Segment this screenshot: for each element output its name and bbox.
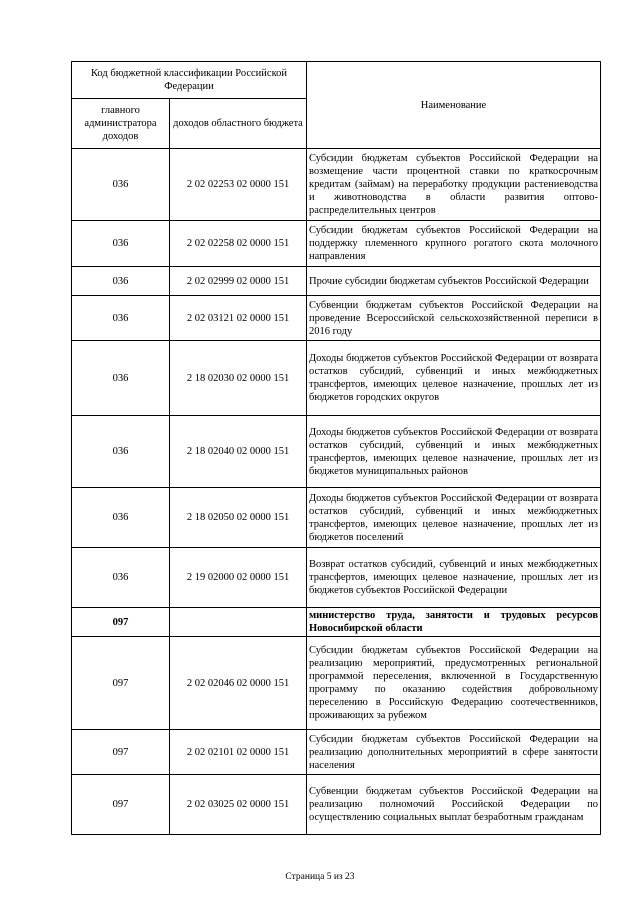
admin-code-cell: 036 [72,221,170,267]
table-row [72,267,601,296]
admin-code-cell: 036 [72,488,170,548]
admin-code-cell: 097 [72,608,170,637]
income-code-cell: 2 02 02253 02 0000 151 [170,149,307,221]
admin-code-cell: 036 [72,416,170,488]
table-row [72,637,601,730]
income-code-cell: 2 02 03121 02 0000 151 [170,296,307,341]
income-name-cell: Субсидии бюджетам субъектов Российской Федерации на реализацию дополнительных мероприятий в сфере занятости населения [307,730,601,775]
table-row [72,548,601,608]
table-row [72,149,601,221]
income-code-cell: 2 19 02000 02 0000 151 [170,548,307,608]
admin-code-cell: 097 [72,637,170,730]
income-name-cell: Субсидии бюджетам субъектов Российской Федерации на реализацию мероприятий, предусмотренных региональной программой переселения, включенной в Государственную программу по оказанию содействия добровольному переселению в Российскую Федерацию соотечественников, проживающих за рубежом [307,637,601,730]
table-body [72,149,601,835]
income-code-cell: 2 18 02050 02 0000 151 [170,488,307,548]
income-name-cell: Доходы бюджетов субъектов Российской Федерации от возврата остатков субсидий, субвенций и иных межбюджетных трансфертов, имеющих целевое назначение, прошлых лет из бюджетов поселений [307,488,601,548]
header-name: Наименование [307,62,601,149]
admin-code-cell: 036 [72,149,170,221]
income-name-cell: Субсидии бюджетам субъектов Российской Федерации на поддержку племенного крупного рогатого скота молочного направления [307,221,601,267]
income-code-cell: 2 18 02030 02 0000 151 [170,341,307,416]
header-regional-budget-income: доходов областного бюджета [170,99,307,149]
table-row [72,416,601,488]
income-name-cell: Доходы бюджетов субъектов Российской Федерации от возврата остатков субсидий, субвенций и иных межбюджетных трансфертов, имеющих целевое назначение, прошлых лет из бюджетов муниципальных районов [307,416,601,488]
admin-code-cell: 036 [72,341,170,416]
page-number: Страница 5 из 23 [285,872,355,882]
income-name-cell: Субвенции бюджетам субъектов Российской Федерации на проведение Всероссийской сельскохозяйственной переписи в 2016 году [307,296,601,341]
income-name-cell: Субсидии бюджетам субъектов Российской Федерации на возмещение части процентной ставки по краткосрочным кредитам (займам) на переработку продукции растениеводства и животноводства в области развития оптово-распределительных центров [307,149,601,221]
income-code-cell: 2 02 03025 02 0000 151 [170,775,307,835]
table-row [72,221,601,267]
table-row [72,775,601,835]
table-row [72,488,601,548]
budget-classification-table [71,61,601,835]
income-name-cell: министерство труда, занятости и трудовых ресурсов Новосибирской области [307,608,601,637]
income-code-cell: 2 02 02999 02 0000 151 [170,267,307,296]
income-code-cell: 2 02 02046 02 0000 151 [170,637,307,730]
admin-code-cell: 036 [72,296,170,341]
income-name-cell: Субвенции бюджетам субъектов Российской Федерации на реализацию полномочий Российской Федерации по осуществлению социальных выплат безработным гражданам [307,775,601,835]
income-code-cell: 2 02 02258 02 0000 151 [170,221,307,267]
table-row [72,341,601,416]
income-code-cell: 2 02 02101 02 0000 151 [170,730,307,775]
admin-code-cell: 097 [72,775,170,835]
income-name-cell: Возврат остатков субсидий, субвенций и иных межбюджетных трансфертов, имеющих целевое назначение, прошлых лет из бюджетов субъектов Российской Федерации [307,548,601,608]
admin-code-cell: 036 [72,548,170,608]
table-row [72,730,601,775]
admin-code-cell: 097 [72,730,170,775]
income-code-cell [170,608,307,637]
admin-code-cell: 036 [72,267,170,296]
header-classification-code: Код бюджетной классификации Российской Федерации [72,62,307,99]
header-main-administrator: главного администратора доходов [72,99,170,149]
income-name-cell: Прочие субсидии бюджетам субъектов Российской Федерации [307,267,601,296]
income-code-cell: 2 18 02040 02 0000 151 [170,416,307,488]
income-name-cell: Доходы бюджетов субъектов Российской Федерации от возврата остатков субсидий, субвенций и иных межбюджетных трансфертов, имеющих целевое назначение, прошлых лет из бюджетов городских округов [307,341,601,416]
table-row [72,608,601,637]
table-row [72,296,601,341]
